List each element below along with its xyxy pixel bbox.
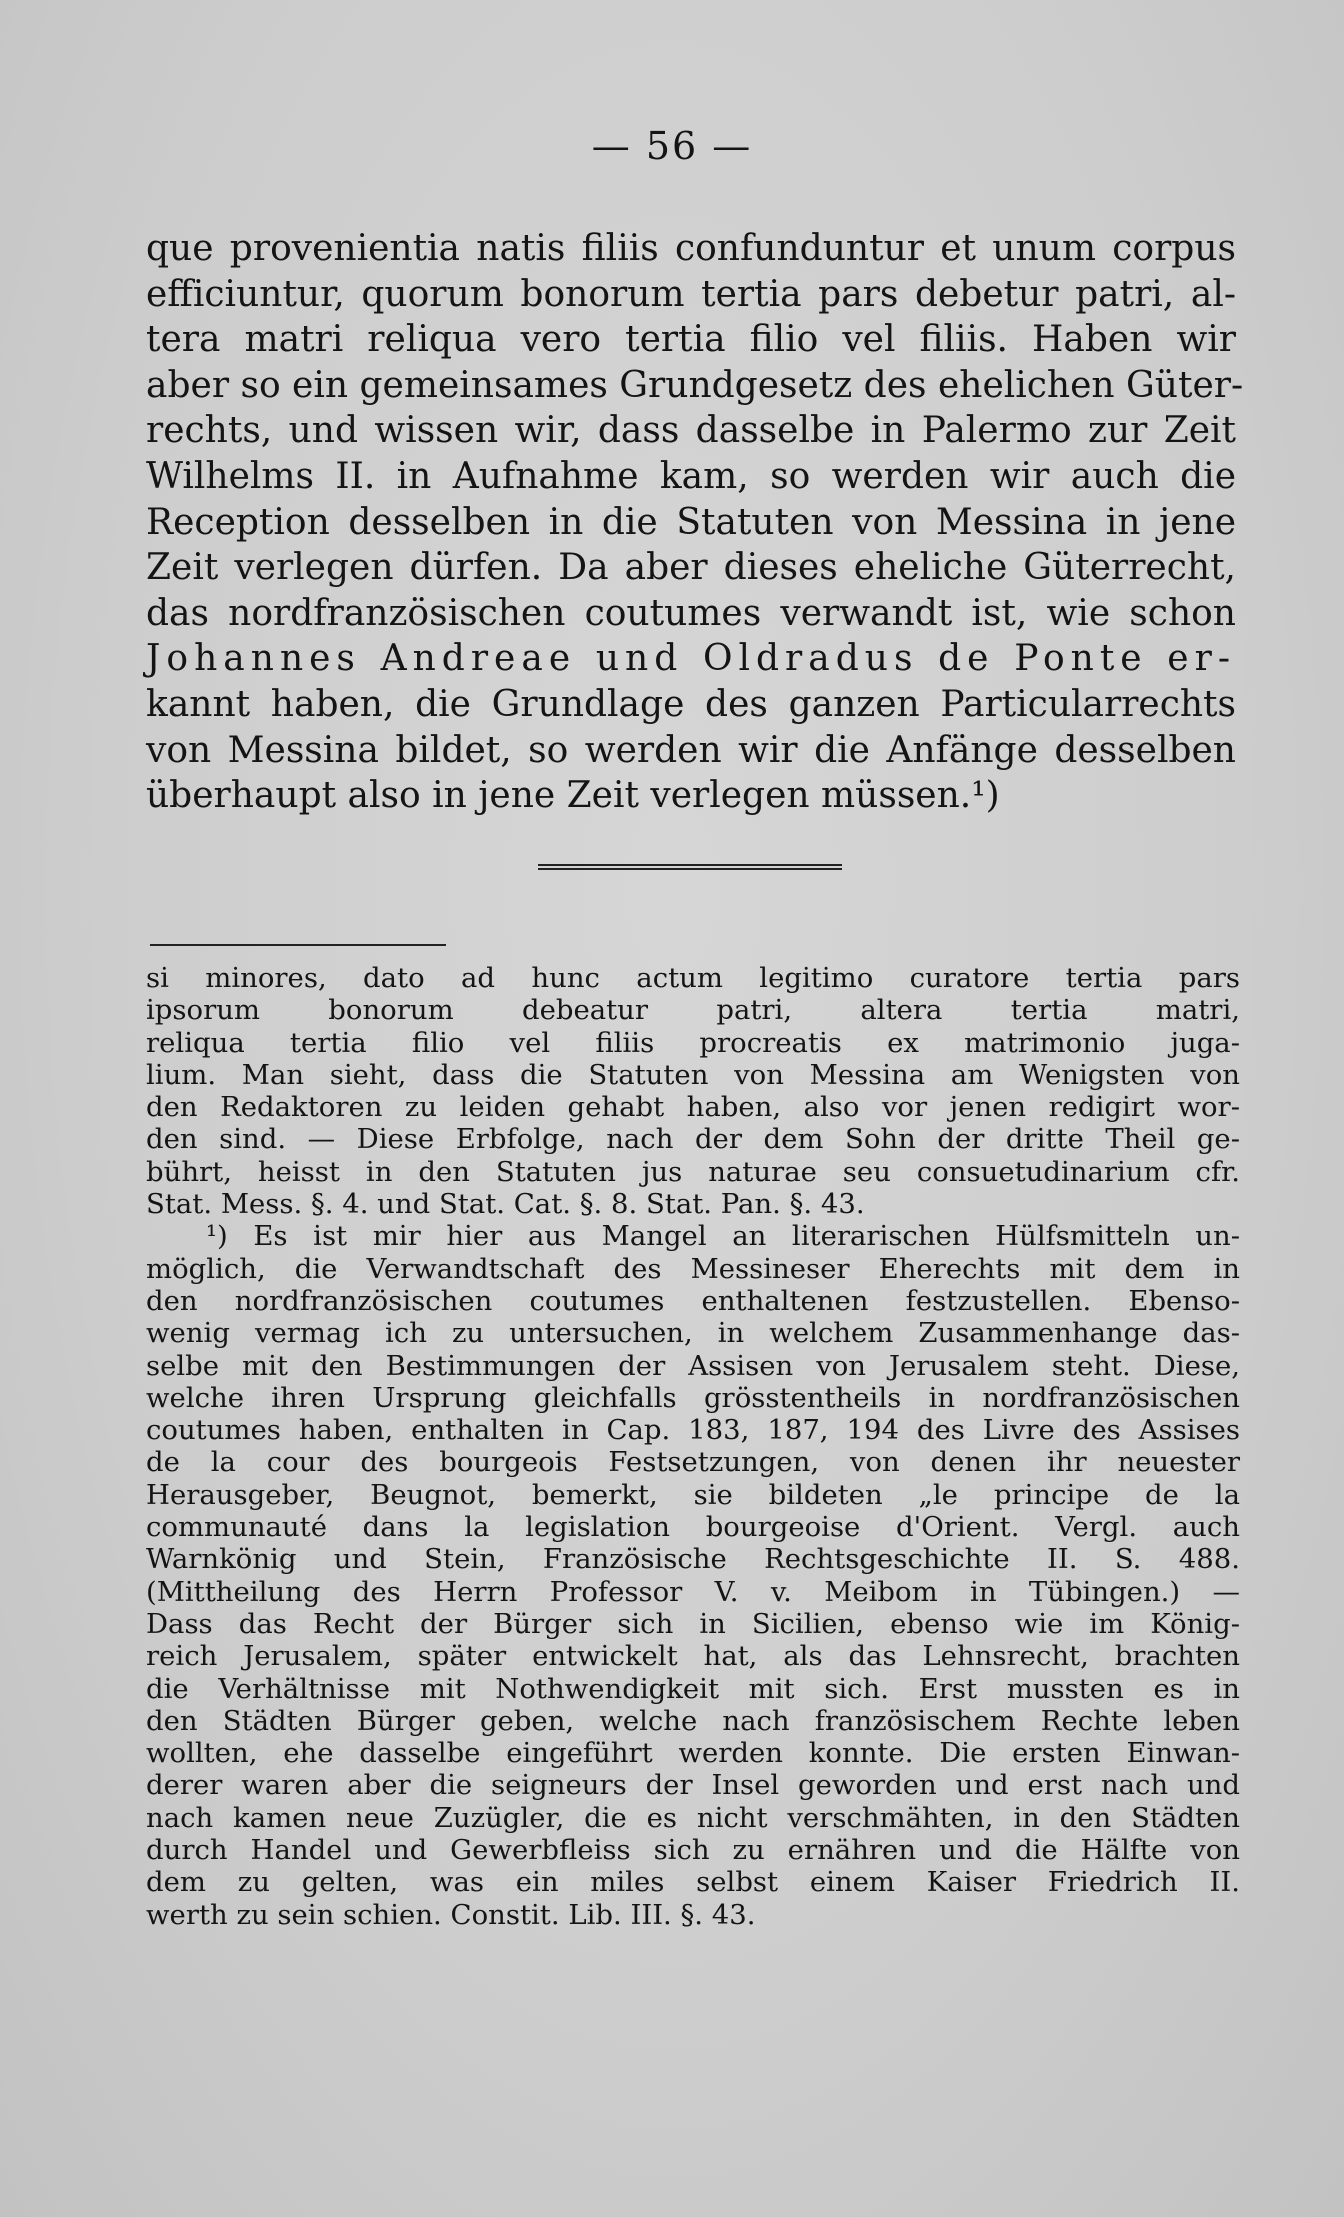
text-line: Wilhelms II. in Aufnahme kam, so werden wir auch die [146,455,1236,497]
footnote-line: reich Jerusalem, später entwickelt hat, als das Lehnsrecht, brachten [146,1640,1240,1673]
footnote-line: Warnkönig und Stein, Französische Rechtsgeschichte II. S. 488. [146,1543,1240,1576]
footnote-line: den sind. — Diese Erbfolge, nach der dem Sohn der dritte Theil ge- [146,1123,1240,1156]
footnote-line: communauté dans la legislation bourgeoise d'Orient. Vergl. auch [146,1511,1240,1544]
footnote-line: selbe mit den Bestimmungen der Assisen von Jerusalem steht. Diese, [146,1349,1240,1382]
footnote-line: wenig vermag ich zu untersuchen, in welchem Zusammenhange das- [146,1317,1240,1350]
footnote-line: Stat. Mess. §. 4. und Stat. Cat. §. 8. Stat. Pan. §. 43. [146,1188,865,1221]
footnote-line: lium. Man sieht, dass die Statuten von Messina am Wenigsten von [146,1058,1240,1091]
footnote-line: wollten, ehe dasselbe eingeführt werden konnte. Die ersten Einwan- [146,1737,1240,1770]
footnote-line: Dass das Recht der Bürger sich in Sicilien, ebenso wie im König- [146,1607,1240,1640]
footnote-line: die Verhältnisse mit Nothwendigkeit mit sich. Erst mussten es in [146,1672,1240,1705]
text-line: rechts, und wissen wir, dass dasselbe in Palermo zur Zeit [146,410,1236,452]
footnote-line: derer waren aber die seigneurs der Insel geworden und erst nach und [146,1769,1240,1802]
footnote-line: durch Handel und Gewerbfleiss sich zu ernähren und die Hälfte von [146,1834,1240,1867]
footnote-line: den nordfranzösischen coutumes enthaltenen festzustellen. Ebenso- [146,1284,1240,1317]
text-line: überhaupt also in jene Zeit verlegen müssen.¹) [146,775,1000,817]
footnote-line: si minores, dato ad hunc actum legitimo curatore tertia pars [146,962,1240,994]
text-line: tera matri reliqua vero tertia filio vel filiis. Haben wir [146,319,1236,361]
text-line: das nordfranzösischen coutumes verwandt ist, wie schon [146,592,1236,634]
footnote-line: de la cour des bourgeois Festsetzungen, von denen ihr neuester [146,1446,1240,1479]
footnote-line: werth zu sein schien. Constit. Lib. III. §. 43. [146,1898,756,1931]
footnote-line: (Mittheilung des Herrn Professor V. v. Meibom in Tübingen.) — [146,1575,1240,1608]
footnote-separator [150,944,446,946]
footnote-line: welche ihren Ursprung gleichfalls grösstentheils in nordfranzösischen [146,1381,1240,1414]
footnote-line: dem zu gelten, was ein miles selbst einem Kaiser Friedrich II. [146,1866,1240,1899]
page-number: — 56 — [591,124,753,168]
footnotes-block [146,962,1240,1931]
footnote-line: ¹) Es ist mir hier aus Mangel an literarischen Hülfsmitteln un- [206,1220,1240,1253]
text-line: que provenientia natis filiis confunduntur et unum corpus [146,228,1236,269]
footnote-line: nach kamen neue Zuzügler, die es nicht verschmähten, in den Städten [146,1801,1240,1834]
text-line: Reception desselben in die Statuten von Messina in jene [146,501,1236,543]
text-line: Johannes Andreae und Oldradus de Ponte er- [146,638,1236,680]
text-line: aber so ein gemeinsames Grundgesetz des ehelichen Güter- [146,364,1244,406]
footnote-line: den Städten Bürger geben, welche nach französischem Rechte leben [146,1704,1240,1737]
main-text-block [146,226,1244,819]
section-divider [538,864,842,870]
footnote-line: reliqua tertia filio vel filiis procreatis ex matrimonio juga- [146,1026,1240,1059]
text-line: Zeit verlegen dürfen. Da aber dieses eheliche Güterrecht, [146,547,1236,589]
footnote-line: bührt, heisst in den Statuten jus naturae seu consuetudinarium cfr. [146,1155,1240,1188]
footnote-line: coutumes haben, enthalten in Cap. 183, 187, 194 des Livre des Assises [146,1414,1240,1447]
text-line: von Messina bildet, so werden wir die Anfänge desselben [146,729,1236,771]
footnote-line: Herausgeber, Beugnot, bemerkt, sie bildeten „le principe de la [146,1478,1240,1511]
text-line: efficiuntur, quorum bonorum tertia pars debetur patri, al- [146,273,1236,315]
text-line: kannt haben, die Grundlage des ganzen Particularrechts [146,683,1236,725]
footnote-line: möglich, die Verwandtschaft des Messineser Eherechts mit dem in [146,1252,1240,1285]
footnote-line: den Redaktoren zu leiden gehabt haben, also vor jenen redigirt wor- [146,1091,1240,1124]
footnote-line: ipsorum bonorum debeatur patri, altera tertia matri, [146,994,1240,1027]
